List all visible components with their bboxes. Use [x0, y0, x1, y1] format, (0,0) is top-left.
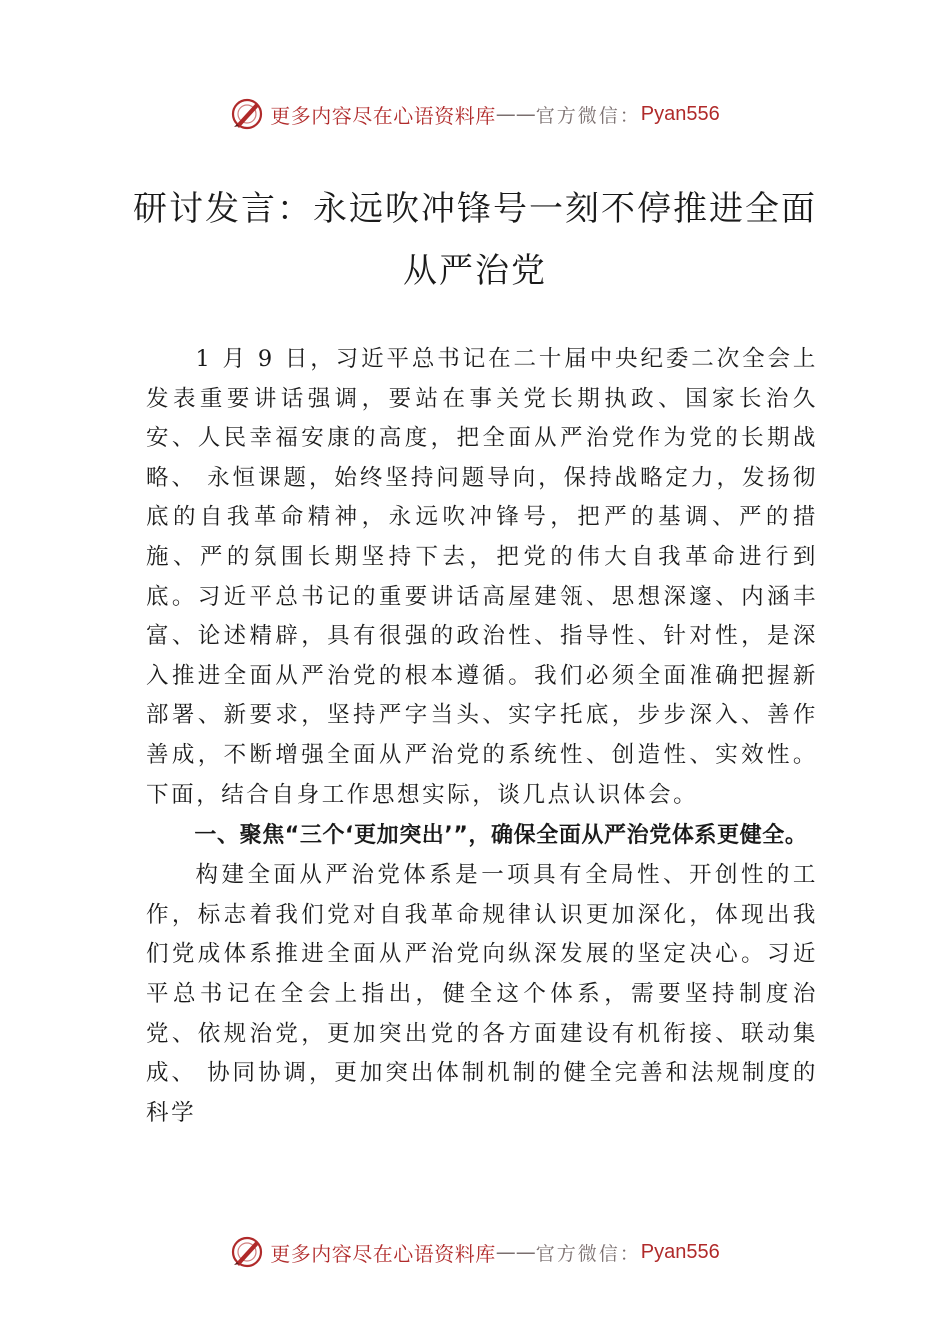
header-watermark-banner [0, 94, 950, 134]
watermark-wechat-label: 官方微信： [535, 104, 641, 127]
document-body [146, 340, 818, 1133]
watermark-wechat-id: Pyan556 [640, 102, 720, 125]
watermark-dash: —— [495, 1240, 536, 1264]
document-title: 研讨发言：永远吹冲锋号一刻不停推进全面从严治党 [133, 189, 817, 291]
watermark-brand-text: 更多内容尽在心语资料库 [270, 1241, 496, 1266]
watermark-wechat-label: 官方微信： [535, 1242, 641, 1265]
watermark-brand-text: 更多内容尽在心语资料库 [270, 103, 496, 128]
pen-circle-logo-icon [230, 1235, 264, 1269]
section-heading-1: 一、聚焦“三个‘更加突出’”，确保全面从严治党体系更健全。 [194, 823, 808, 849]
body-paragraph-2: 构建全面从严治党体系是一项具有全局性、开创性的工作，标志着我们党对自我革命规律认识更加深化，体现出我们党成体系推进全面从严治党向纵深发展的坚定决心。习近平总书记在全会上指出，健全这个体系，需要坚持制度治党、依规治党，更加突出党的各方面建设有机衔接、联动集成、 协同协调，更加突出体制机制的健全完善和法规制度的科学 [146, 862, 818, 1126]
watermark-wechat-id: Pyan556 [640, 1240, 720, 1263]
body-paragraph-1: 1 月 9 日，习近平总书记在二十届中央纪委二次全会上发表重要讲话强调，要站在事关党长期执政、国家长治久安、人民幸福安康的高度，把全面从严治党作为党的长期战略、 永恒课题，始终坚持问题导向，保持战略定力，发扬彻底的自我革命精神，永远吹冲锋号，把严的基调、严的措施、严的氛围长期坚持下去，把党的伟大自我革命进行到底。习近平总书记的重要讲话高屋建瓴、思想深邃、内涵丰富、论述精辟，具有很强的政治性、指导性、针对性，是深入推进全面从严治党的根本遵循。我们必须全面准确把握新部署、新要求，坚持严字当头、实字托底，步步深入、善作善成，不断增强全面从严治党的系统性、创造性、实效性。下面，结合自身工作思想实际，谈几点认识体会。 [146, 346, 818, 808]
pen-circle-logo-icon [230, 97, 264, 131]
watermark-dash: —— [495, 102, 536, 126]
footer-watermark-banner [0, 1232, 950, 1272]
